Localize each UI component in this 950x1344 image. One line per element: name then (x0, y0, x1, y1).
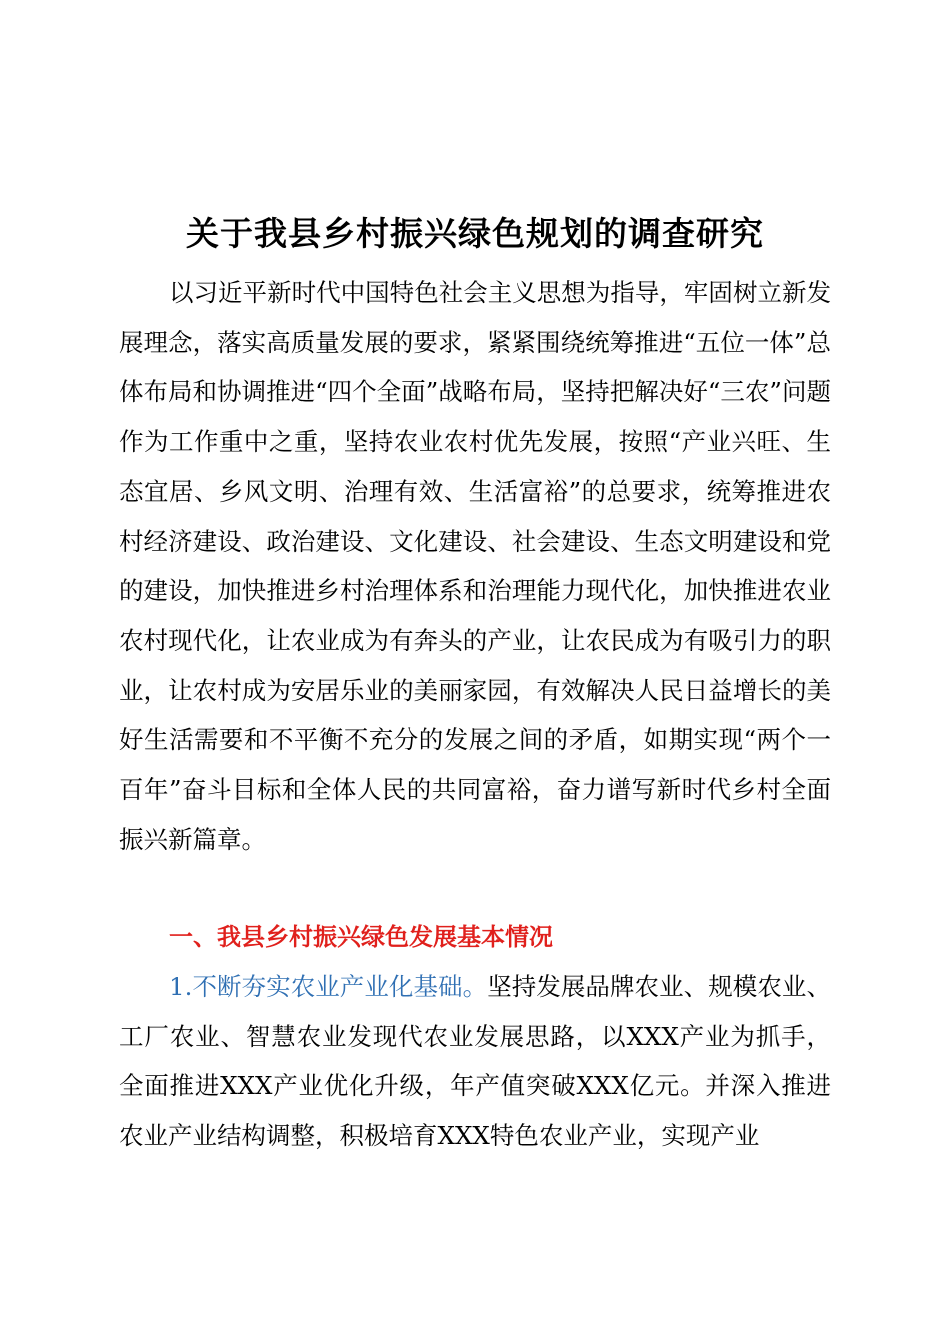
section-heading: 一、我县乡村振兴绿色发展基本情况 (169, 923, 553, 951)
intro-paragraph: 以习近平新时代中国特色社会主义思想为指导，牢固树立新发展理念，落实高质量发展的要求，紧紧围绕统筹推进“五位一体”总体布局和协调推进“四个全面”战略布局，坚持把解决好“三农”问题作为工作重中之重，坚持农业农村优先发展，按照“产业兴旺、生态宜居、乡风文明、治理有效、生活富裕”的总要求，统筹推进农村经济建设、政治建设、文化建设、社会建设、生态文明建设和党的建设，加快推进乡村治理体系和治理能力现代化，加快推进农业农村现代化，让农业成为有奔头的产业，让农民成为有吸引力的职业，让农村成为安居乐业的美丽家园，有效解决人民日益增长的美好生活需要和不平衡不充分的发展之间的矛盾，如期实现“两个一百年”奋斗目标和全体人民的共同富裕，奋力谱写新时代乡村全面振兴新篇章。 (119, 278, 831, 854)
paragraph-lead: 1.不断夯实农业产业化基础。 (169, 972, 488, 1001)
paragraph-text: 坚持发展品牌农业、规模农业、工厂农业、智慧农业发现代农业发展思路，以XXX产业为抓手，全面推进XXX产业优化升级，年产值突破XXX亿元。并深入推进农业产业结构调整，积极培育XXX特色农业产业，实现产业 (119, 972, 831, 1151)
document-title: 关于我县乡村振兴绿色规划的调查研究 (186, 214, 764, 254)
section-paragraph (119, 962, 831, 1161)
